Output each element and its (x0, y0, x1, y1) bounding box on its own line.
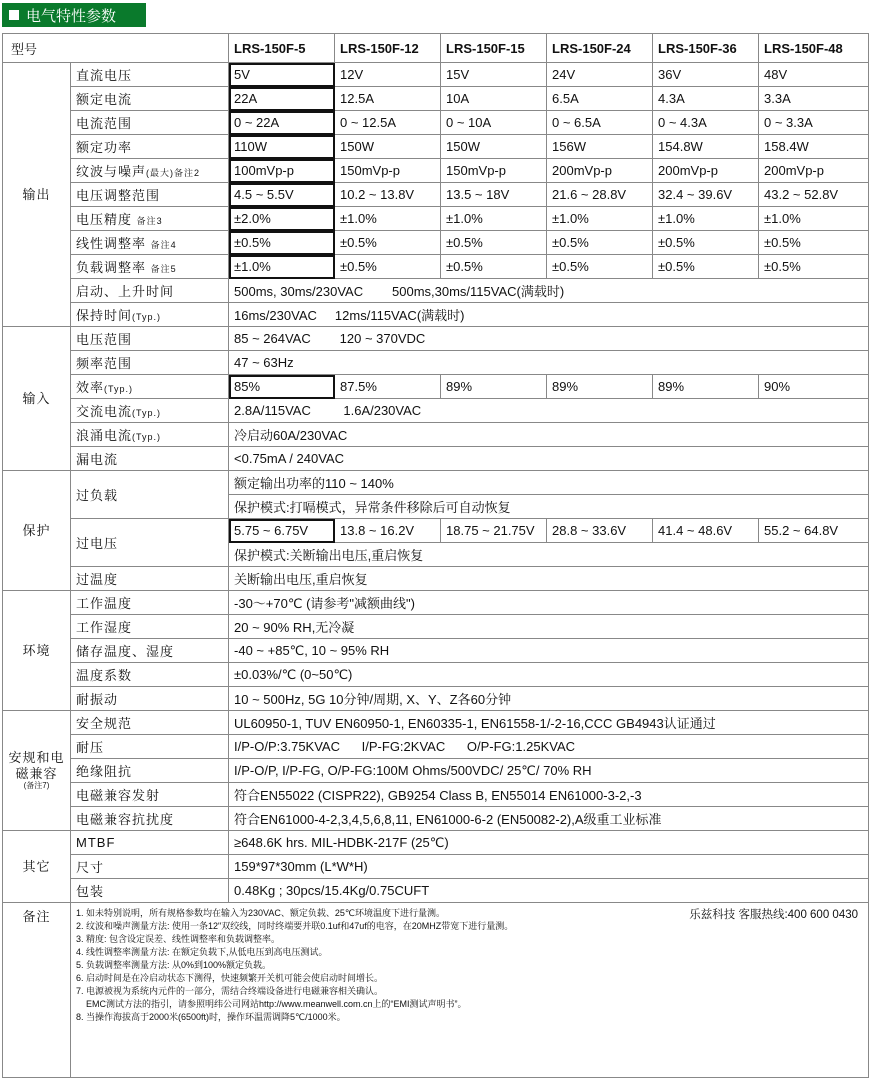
value-cell: ±0.5% (547, 231, 653, 255)
value-cell: 0 ~ 22A (229, 111, 335, 135)
row-storage (3, 639, 869, 663)
value-cell: 冷启动60A/230VAC (229, 423, 869, 447)
value-cell: 24V (547, 63, 653, 87)
model-name: LRS-150F-48 (759, 34, 869, 63)
value-cell: ±0.5% (441, 231, 547, 255)
value-cell: 10 ~ 500Hz, 5G 10分钟/周期, X、Y、Z各60分钟 (229, 687, 869, 711)
value-cell: 87.5% (335, 375, 441, 399)
value-cell: 150W (441, 135, 547, 159)
row-current-range (3, 111, 869, 135)
model-label: 型号 (3, 34, 229, 63)
row-hold (3, 303, 869, 327)
group-output: 输出 (3, 63, 71, 327)
row-isolation (3, 759, 869, 783)
value-cell: 5V (229, 63, 335, 87)
value-cell: 28.8 ~ 33.6V (547, 519, 653, 543)
row-label: 储存温度、湿度 (71, 639, 229, 663)
row-label: 温度系数 (71, 663, 229, 687)
value-cell: I/P-O/P:3.75KVAC I/P-FG:2KVAC O/P-FG:1.25KVAC (229, 735, 869, 759)
value-cell: 0 ~ 4.3A (653, 111, 759, 135)
row-work-temp (3, 591, 869, 615)
row-label: 电磁兼容发射 (71, 783, 229, 807)
value-cell: 21.6 ~ 28.8V (547, 183, 653, 207)
row-ripple (3, 159, 869, 183)
value-cell: 32.4 ~ 39.6V (653, 183, 759, 207)
row-safety-standards (3, 711, 869, 735)
value-cell: 100mVp-p (229, 159, 335, 183)
value-cell: ±0.5% (441, 255, 547, 279)
value-cell: 12.5A (335, 87, 441, 111)
value-cell: 150mVp-p (335, 159, 441, 183)
row-label (71, 207, 229, 231)
value-cell: 4.5 ~ 5.5V (229, 183, 335, 207)
note-line: 4. 线性调整率测量方法: 在额定负载下,从低电压到高电压测试。 (76, 947, 328, 957)
value-cell: ±0.5% (653, 255, 759, 279)
value-cell: 0 ~ 10A (441, 111, 547, 135)
value-cell: ±0.5% (335, 255, 441, 279)
row-label-text: 保持时间 (76, 308, 133, 323)
row-label (71, 255, 229, 279)
row-label: 过温度 (71, 567, 229, 591)
row-label: 过电压 (71, 519, 229, 567)
note-line: EMC测试方法的指引，请参照明纬公司网站http://www.meanwell.com.cn上的“EMI测试声明书”。 (76, 999, 467, 1009)
row-label-text: 纹波与噪声 (76, 164, 147, 179)
group-safety-note: (备注7) (23, 781, 50, 791)
row-load-reg (3, 255, 869, 279)
value-cell: ±1.0% (653, 207, 759, 231)
model-name: LRS-150F-5 (229, 34, 335, 63)
value-cell: 55.2 ~ 64.8V (759, 519, 869, 543)
value-cell: ≥648.6K hrs. MIL-HDBK-217F (25℃) (229, 831, 869, 855)
row-label-text: 效率 (76, 380, 105, 395)
value-cell: 500ms, 30ms/230VAC 500ms,30ms/115VAC(满载时) (229, 279, 869, 303)
row-label-note: (Typ.) (104, 384, 134, 394)
row-work-humidity (3, 615, 869, 639)
value-cell: 158.4W (759, 135, 869, 159)
row-label (71, 231, 229, 255)
value-cell: 16ms/230VAC 12ms/115VAC(满载时) (229, 303, 869, 327)
value-cell: ±0.5% (759, 231, 869, 255)
row-label: 过负载 (71, 471, 229, 519)
value-cell: 0 ~ 12.5A (335, 111, 441, 135)
row-label: 电压调整范围 (71, 183, 229, 207)
row-label-note: (Typ.) (132, 312, 162, 322)
square-icon (9, 10, 19, 20)
note-line: 5. 负载调整率测量方法: 从0%到100%额定负载。 (76, 960, 272, 970)
value-cell: 85 ~ 264VAC 120 ~ 370VDC (229, 327, 869, 351)
value-cell: 154.8W (653, 135, 759, 159)
row-overvoltage-1 (3, 519, 869, 543)
value-cell: 3.3A (759, 87, 869, 111)
row-label-note: 备注5 (150, 264, 177, 274)
row-temp-coef (3, 663, 869, 687)
row-leakage (3, 447, 869, 471)
row-label: 包装 (71, 879, 229, 903)
value-cell: ±1.0% (335, 207, 441, 231)
value-cell: 12V (335, 63, 441, 87)
row-label: 电流范围 (71, 111, 229, 135)
notes-cell (71, 903, 869, 1078)
value-cell: -30～+70℃ (请参考"减额曲线") (229, 591, 869, 615)
value-cell: 47 ~ 63Hz (229, 351, 869, 375)
value-cell: 41.4 ~ 48.6V (653, 519, 759, 543)
row-label-text: 浪涌电流 (76, 428, 133, 443)
note-line: 6. 启动时间是在冷启动状态下测得，快速频繁开关机可能会使启动时间增长。 (76, 973, 384, 983)
row-rated-power (3, 135, 869, 159)
value-cell: ±0.5% (229, 231, 335, 255)
row-efficiency (3, 375, 869, 399)
value-cell: 10.2 ~ 13.8V (335, 183, 441, 207)
row-label: 漏电流 (71, 447, 229, 471)
row-inrush (3, 423, 869, 447)
row-overload-1 (3, 471, 869, 495)
section-header (2, 3, 146, 27)
row-rated-current (3, 87, 869, 111)
row-dimension (3, 855, 869, 879)
row-label: 尺寸 (71, 855, 229, 879)
value-cell: 200mVp-p (653, 159, 759, 183)
row-label: 额定功率 (71, 135, 229, 159)
value-cell: 0 ~ 6.5A (547, 111, 653, 135)
value-cell: ±1.0% (547, 207, 653, 231)
value-cell: 符合EN55022 (CISPR22), GB9254 Class B, EN55014 EN61000-3-2,-3 (229, 783, 869, 807)
value-cell: 156W (547, 135, 653, 159)
spec-table (2, 33, 869, 1078)
model-row (3, 34, 869, 63)
group-safety (3, 711, 71, 831)
value-cell: 符合EN61000-4-2,3,4,5,6,8,11, EN61000-6-2 (EN50082-2),A级重工业标准 (229, 807, 869, 831)
row-label-note: (Typ.) (132, 408, 162, 418)
value-cell: 额定输出功率的110 ~ 140% (229, 471, 869, 495)
model-name: LRS-150F-24 (547, 34, 653, 63)
value-cell: 89% (441, 375, 547, 399)
value-cell: 43.2 ~ 52.8V (759, 183, 869, 207)
row-label-text: 电压精度 (76, 212, 133, 227)
value-cell: 89% (653, 375, 759, 399)
row-label: 工作湿度 (71, 615, 229, 639)
value-cell: 10A (441, 87, 547, 111)
row-label: 电压范围 (71, 327, 229, 351)
value-cell: ±0.5% (653, 231, 759, 255)
row-dc-voltage (3, 63, 869, 87)
value-cell: -40 ~ +85℃, 10 ~ 95% RH (229, 639, 869, 663)
value-cell: ±1.0% (229, 255, 335, 279)
row-overtemp (3, 567, 869, 591)
row-label-text: 交流电流 (76, 404, 133, 419)
note-line: 2. 纹波和噪声测量方法: 使用一条12"双绞线，同时终端要并联0.1uf和47uf的电容，在20MHZ带宽下进行量测。 (76, 921, 514, 931)
value-cell: 2.8A/115VAC 1.6A/230VAC (229, 399, 869, 423)
row-label: 电磁兼容抗扰度 (71, 807, 229, 831)
value-cell: 13.5 ~ 18V (441, 183, 547, 207)
row-label: 额定电流 (71, 87, 229, 111)
row-withstand (3, 735, 869, 759)
section-title: 电气特性参数 (26, 7, 117, 25)
row-label: 工作温度 (71, 591, 229, 615)
row-label: 频率范围 (71, 351, 229, 375)
value-cell: ±1.0% (441, 207, 547, 231)
group-protection: 保护 (3, 471, 71, 591)
row-setup (3, 279, 869, 303)
row-packing (3, 879, 869, 903)
row-label: 启动、上升时间 (71, 279, 229, 303)
value-cell: ±0.03%/℃ (0~50℃) (229, 663, 869, 687)
row-label: 耐压 (71, 735, 229, 759)
value-cell: 保护模式:关断输出电压,重启恢复 (229, 543, 869, 567)
row-label: 直流电压 (71, 63, 229, 87)
value-cell: 0.48Kg ; 30pcs/15.4Kg/0.75CUFT (229, 879, 869, 903)
note-line: 1. 如未特别说明，所有规格参数均在输入为230VAC、额定负载、25℃环境温度下进行量测。 (76, 908, 445, 918)
value-cell: UL60950-1, TUV EN60950-1, EN60335-1, EN61558-1/-2-16,CCC GB4943认证通过 (229, 711, 869, 735)
row-input-voltage (3, 327, 869, 351)
value-cell: 90% (759, 375, 869, 399)
row-label (71, 303, 229, 327)
value-cell: ±0.5% (335, 231, 441, 255)
value-cell: 200mVp-p (547, 159, 653, 183)
value-cell: 159*97*30mm (L*W*H) (229, 855, 869, 879)
value-cell: 89% (547, 375, 653, 399)
group-other: 其它 (3, 831, 71, 903)
row-label-note: (Typ.) (132, 432, 162, 442)
value-cell: I/P-O/P, I/P-FG, O/P-FG:100M Ohms/500VDC/ 25℃/ 70% RH (229, 759, 869, 783)
value-cell: ±0.5% (547, 255, 653, 279)
value-cell: 36V (653, 63, 759, 87)
model-name: LRS-150F-15 (441, 34, 547, 63)
row-notes (3, 903, 869, 1078)
row-label (71, 423, 229, 447)
group-environment: 环境 (3, 591, 71, 711)
service-hotline: 乐兹科技 客服热线:400 600 0430 (689, 909, 859, 921)
note-line: 7. 电源被视为系统内元件的一部分，需结合终端设备进行电磁兼容相关确认。 (76, 986, 384, 996)
value-cell: 48V (759, 63, 869, 87)
note-line: 8. 当操作海拔高于2000米(6500ft)时，操作环温需调降5℃/1000米。 (76, 1012, 346, 1022)
row-frequency (3, 351, 869, 375)
row-voltage-tol (3, 207, 869, 231)
value-cell: 13.8 ~ 16.2V (335, 519, 441, 543)
value-cell: 0 ~ 3.3A (759, 111, 869, 135)
row-label: 耐振动 (71, 687, 229, 711)
row-label-text: 线性调整率 (76, 236, 147, 251)
value-cell: 150W (335, 135, 441, 159)
model-name: LRS-150F-12 (335, 34, 441, 63)
row-label: 安全规范 (71, 711, 229, 735)
note-line: 3. 精度: 包含设定误差、线性调整率和负载调整率。 (76, 934, 281, 944)
row-label: MTBF (71, 831, 229, 855)
row-label (71, 399, 229, 423)
value-cell: 110W (229, 135, 335, 159)
value-cell: 150mVp-p (441, 159, 547, 183)
value-cell: 22A (229, 87, 335, 111)
value-cell: ±1.0% (759, 207, 869, 231)
value-cell: 18.75 ~ 21.75V (441, 519, 547, 543)
row-label: 绝缘阻抗 (71, 759, 229, 783)
value-cell: 4.3A (653, 87, 759, 111)
row-line-reg (3, 231, 869, 255)
value-cell: <0.75mA / 240VAC (229, 447, 869, 471)
value-cell: 200mVp-p (759, 159, 869, 183)
row-label (71, 159, 229, 183)
row-label-note: 备注3 (136, 216, 163, 226)
value-cell: 5.75 ~ 6.75V (229, 519, 335, 543)
row-mtbf (3, 831, 869, 855)
row-label-note: (最大)备注2 (146, 168, 201, 178)
row-vibration (3, 687, 869, 711)
row-emc-immunity (3, 807, 869, 831)
row-label (71, 375, 229, 399)
row-label-text: 负载调整率 (76, 260, 147, 275)
row-label-note: 备注4 (150, 240, 177, 250)
value-cell: 85% (229, 375, 335, 399)
value-cell: ±0.5% (759, 255, 869, 279)
value-cell: 6.5A (547, 87, 653, 111)
group-safety-text: 安规和电磁兼容 (8, 750, 65, 781)
value-cell: 20 ~ 90% RH,无冷凝 (229, 615, 869, 639)
row-ac-current (3, 399, 869, 423)
value-cell: 关断输出电压,重启恢复 (229, 567, 869, 591)
row-voltage-adj (3, 183, 869, 207)
value-cell: ±2.0% (229, 207, 335, 231)
group-notes: 备注 (3, 903, 71, 1078)
model-name: LRS-150F-36 (653, 34, 759, 63)
row-emc-emission (3, 783, 869, 807)
value-cell: 保护模式:打嗝模式，异常条件移除后可自动恢复 (229, 495, 869, 519)
group-input: 输入 (3, 327, 71, 471)
value-cell: 15V (441, 63, 547, 87)
